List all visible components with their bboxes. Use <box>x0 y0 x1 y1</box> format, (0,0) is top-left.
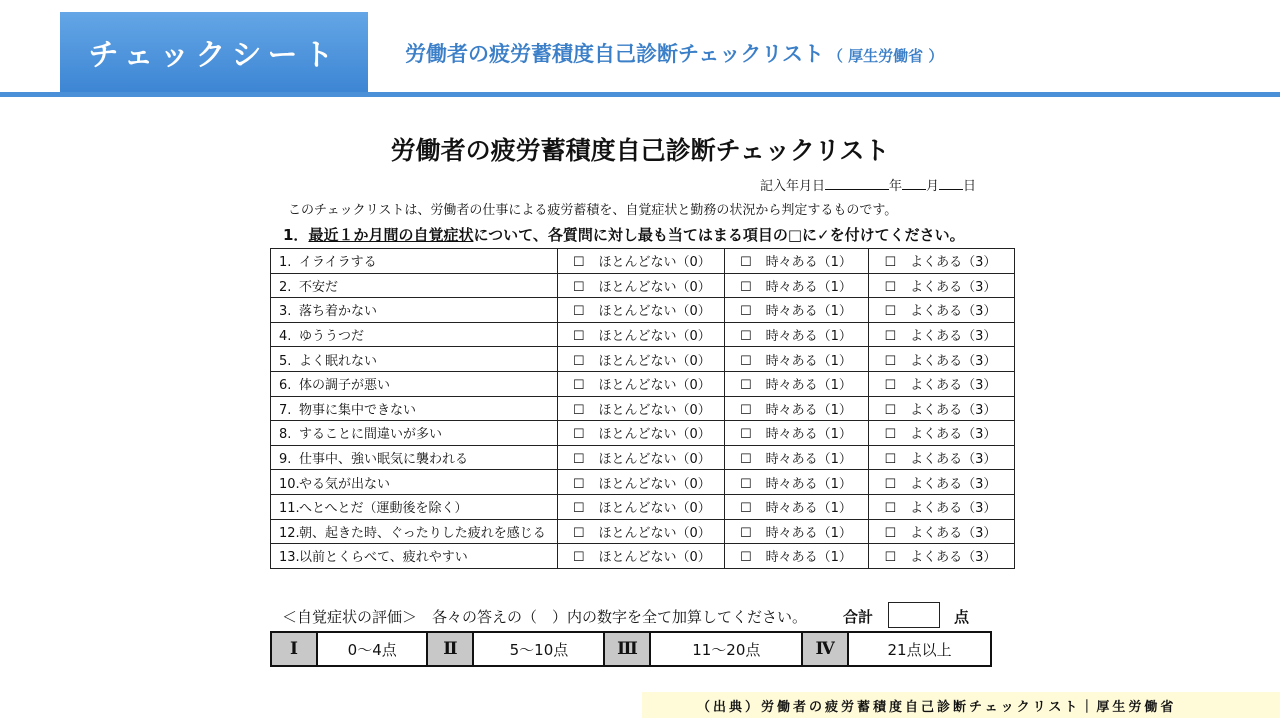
item-text: よく眠れない <box>299 353 378 369</box>
item-cell <box>271 396 558 421</box>
question-underlined: 最近１か月間の自覚症状 <box>308 226 474 244</box>
checkbox[interactable]: ☐ <box>740 279 752 295</box>
checklist-row <box>271 273 1015 298</box>
checklist-row <box>271 347 1015 372</box>
option-cell[interactable] <box>725 544 869 569</box>
checkbox[interactable]: ☐ <box>884 304 897 320</box>
option-label: 時々ある（1） <box>765 476 852 492</box>
checklist-row <box>271 470 1015 495</box>
option-label: ほとんどない（0） <box>598 501 711 517</box>
checklist-row <box>271 396 1015 421</box>
option-cell[interactable] <box>557 396 724 421</box>
checklist-row <box>271 322 1015 347</box>
option-label: 時々ある（1） <box>765 353 852 369</box>
option-label: よくある（3） <box>910 378 997 394</box>
checklist-row <box>271 519 1015 544</box>
level-cell: Ⅳ <box>802 632 848 666</box>
checkbox[interactable]: ☐ <box>884 402 897 418</box>
checkbox[interactable]: ☐ <box>572 279 585 295</box>
item-text: 仕事中、強い眠気に襲われる <box>299 452 469 468</box>
option-cell[interactable] <box>557 421 724 446</box>
option-cell[interactable] <box>869 544 1015 569</box>
item-cell <box>271 371 558 396</box>
checkbox[interactable]: ☐ <box>884 427 897 443</box>
option-label: よくある（3） <box>910 476 997 492</box>
checkbox[interactable]: ☐ <box>572 378 585 394</box>
item-cell <box>271 519 558 544</box>
evaluation-scale <box>270 631 992 667</box>
day-blank <box>939 177 963 190</box>
item-text: 朝、起きた時、ぐったりした疲れを感じる <box>299 525 546 541</box>
fill-date-label: 記入年月日 <box>760 179 826 194</box>
item-cell <box>271 273 558 298</box>
checkbox[interactable]: ☐ <box>572 501 585 517</box>
checkbox[interactable]: ☐ <box>572 452 585 468</box>
question-prefix: 1． <box>283 226 309 244</box>
option-label: ほとんどない（0） <box>598 279 711 295</box>
checkbox[interactable]: ☐ <box>740 353 752 369</box>
header-title-text: 労働者の疲労蓄積度自己診断チェックリスト <box>405 42 824 66</box>
checklist-row <box>271 445 1015 470</box>
day-label: 日 <box>963 179 977 194</box>
option-label: 時々ある（1） <box>765 279 852 295</box>
header-title <box>405 38 943 68</box>
checkbox[interactable]: ☐ <box>740 402 752 418</box>
checkbox[interactable]: ☐ <box>884 452 897 468</box>
checkbox[interactable]: ☐ <box>740 452 752 468</box>
option-label: 時々ある（1） <box>765 427 852 443</box>
option-cell[interactable] <box>869 322 1015 347</box>
item-number: 11. <box>279 501 300 517</box>
option-label: ほとんどない（0） <box>598 427 711 443</box>
checkbox[interactable]: ☐ <box>740 476 752 492</box>
option-cell[interactable] <box>557 298 724 323</box>
option-cell[interactable] <box>725 273 869 298</box>
footer-source: （出典）労働者の疲労蓄積度自己診断チェックリスト｜厚生労働省 <box>642 692 1280 718</box>
option-cell[interactable] <box>869 470 1015 495</box>
item-text: 以前とくらべて、疲れやすい <box>299 550 468 566</box>
total-label: 合計 <box>843 608 874 626</box>
item-text: へとへとだ（運動後を除く） <box>299 501 468 517</box>
option-cell[interactable] <box>869 396 1015 421</box>
checkbox[interactable]: ☐ <box>884 378 897 394</box>
option-label: よくある（3） <box>910 525 997 541</box>
option-label: ほとんどない（0） <box>598 304 711 320</box>
item-number: 3. <box>279 304 292 320</box>
option-cell[interactable] <box>557 445 724 470</box>
option-cell[interactable] <box>725 470 869 495</box>
option-cell[interactable] <box>725 347 869 372</box>
checkbox[interactable]: ☐ <box>572 427 585 443</box>
option-cell[interactable] <box>869 421 1015 446</box>
checkbox[interactable]: ☐ <box>884 501 897 517</box>
option-cell[interactable] <box>557 494 724 519</box>
checkbox[interactable]: ☐ <box>884 353 897 369</box>
option-label: 時々ある（1） <box>765 304 852 320</box>
option-cell[interactable] <box>557 347 724 372</box>
checkbox[interactable]: ☐ <box>740 427 752 443</box>
option-label: よくある（3） <box>910 279 997 295</box>
item-cell <box>271 421 558 446</box>
checkbox[interactable]: ☐ <box>572 329 585 345</box>
option-label: よくある（3） <box>910 452 997 468</box>
item-cell <box>271 494 558 519</box>
option-label: ほとんどない（0） <box>598 476 711 492</box>
item-number: 4. <box>279 329 292 345</box>
option-label: ほとんどない（0） <box>598 329 711 345</box>
fill-date <box>760 175 976 194</box>
option-label: ほとんどない（0） <box>598 525 711 541</box>
checkbox[interactable]: ☐ <box>572 525 585 541</box>
item-number: 10. <box>279 476 300 492</box>
item-number: 7. <box>279 402 292 418</box>
option-label: よくある（3） <box>910 353 997 369</box>
option-cell[interactable] <box>725 494 869 519</box>
question-rest: について、各質問に対し最も当てはまる項目の□に✓を付けてください。 <box>473 226 965 244</box>
level-cell: Ⅲ <box>604 632 650 666</box>
option-cell[interactable] <box>725 298 869 323</box>
checkbox[interactable]: ☐ <box>884 279 897 295</box>
option-cell[interactable] <box>869 519 1015 544</box>
checkbox[interactable]: ☐ <box>572 476 585 492</box>
item-cell <box>271 544 558 569</box>
checkbox[interactable]: ☐ <box>884 525 897 541</box>
header-divider <box>0 92 1280 97</box>
checklist-row <box>271 298 1015 323</box>
question-heading <box>283 224 965 245</box>
option-cell[interactable] <box>869 347 1015 372</box>
intro-text: このチェックリストは、労働者の仕事による疲労蓄積を、自覚症状と勤務の状況から判定するものです。 <box>288 203 898 218</box>
range-cell: 21点以上 <box>848 632 991 666</box>
checkbox[interactable]: ☐ <box>740 550 752 566</box>
option-label: 時々ある（1） <box>765 452 852 468</box>
checkbox[interactable]: ☐ <box>884 329 897 345</box>
option-cell[interactable] <box>725 445 869 470</box>
option-label: 時々ある（1） <box>765 501 852 517</box>
checklist-row <box>271 371 1015 396</box>
item-number: 5. <box>279 353 292 369</box>
item-number: 6. <box>279 378 292 394</box>
option-label: よくある（3） <box>910 304 997 320</box>
checkbox[interactable]: ☐ <box>572 550 585 566</box>
option-cell[interactable] <box>725 249 869 274</box>
year-blank <box>825 177 889 190</box>
checkbox[interactable]: ☐ <box>572 255 585 271</box>
option-cell[interactable] <box>869 371 1015 396</box>
option-label: よくある（3） <box>910 427 997 443</box>
evaluation-label: ＜自覚症状の評価＞ 各々の答えの（ ）内の数字を全て加算してください。 <box>282 608 808 626</box>
item-number: 13. <box>279 550 300 566</box>
checklist-row <box>271 249 1015 274</box>
item-cell <box>271 347 558 372</box>
option-cell[interactable] <box>869 249 1015 274</box>
option-label: ほとんどない（0） <box>598 550 711 566</box>
option-cell[interactable] <box>557 371 724 396</box>
checkbox[interactable]: ☐ <box>740 329 752 345</box>
item-number: 2. <box>279 279 292 295</box>
item-cell <box>271 298 558 323</box>
option-label: よくある（3） <box>910 255 997 271</box>
option-cell[interactable] <box>557 249 724 274</box>
option-label: よくある（3） <box>910 501 997 517</box>
item-text: やる気が出ない <box>299 476 391 492</box>
checkbox[interactable]: ☐ <box>572 353 585 369</box>
checkbox[interactable]: ☐ <box>740 525 752 541</box>
checkbox[interactable]: ☐ <box>740 501 752 517</box>
range-cell: 11～20点 <box>650 632 802 666</box>
option-cell[interactable] <box>869 445 1015 470</box>
item-text: イライラする <box>299 255 377 271</box>
total-input[interactable] <box>888 602 940 628</box>
total-unit: 点 <box>954 608 970 626</box>
item-text: することに間違いが多い <box>299 427 443 443</box>
option-cell[interactable] <box>725 371 869 396</box>
checkbox[interactable]: ☐ <box>740 378 752 394</box>
item-number: 12. <box>279 525 300 541</box>
item-cell <box>271 249 558 274</box>
option-cell[interactable] <box>557 322 724 347</box>
checkbox[interactable]: ☐ <box>740 255 752 271</box>
option-label: ほとんどない（0） <box>598 452 711 468</box>
checkbox[interactable]: ☐ <box>884 255 897 271</box>
checkbox[interactable]: ☐ <box>572 402 585 418</box>
checkbox[interactable]: ☐ <box>572 304 585 320</box>
month-blank <box>902 177 926 190</box>
checkbox[interactable]: ☐ <box>884 476 897 492</box>
item-text: 物事に集中できない <box>299 402 417 418</box>
level-cell: Ⅱ <box>427 632 473 666</box>
item-number: 9. <box>279 452 292 468</box>
option-label: 時々ある（1） <box>765 550 852 566</box>
year-label: 年 <box>889 179 903 194</box>
item-text: ゆううつだ <box>299 329 365 345</box>
option-cell[interactable] <box>557 470 724 495</box>
option-label: 時々ある（1） <box>765 402 852 418</box>
option-cell[interactable] <box>725 322 869 347</box>
option-cell[interactable] <box>557 273 724 298</box>
option-cell[interactable] <box>725 519 869 544</box>
option-label: ほとんどない（0） <box>598 353 711 369</box>
checklist-row <box>271 421 1015 446</box>
option-label: 時々ある（1） <box>765 255 852 271</box>
option-label: よくある（3） <box>910 329 997 345</box>
level-cell: Ⅰ <box>271 632 317 666</box>
item-number: 1. <box>279 255 292 271</box>
option-label: ほとんどない（0） <box>598 255 711 271</box>
header-source: （ 厚生労働省 ） <box>827 47 944 65</box>
option-label: 時々ある（1） <box>765 525 852 541</box>
header-tab-label: チェックシート <box>88 38 340 73</box>
item-cell <box>271 322 558 347</box>
checklist-row <box>271 494 1015 519</box>
item-number: 8. <box>279 427 292 443</box>
option-cell[interactable] <box>557 519 724 544</box>
checklist-row <box>271 544 1015 569</box>
option-cell[interactable] <box>725 421 869 446</box>
option-label: ほとんどない（0） <box>598 402 711 418</box>
range-cell: 5～10点 <box>473 632 604 666</box>
option-cell[interactable] <box>725 396 869 421</box>
option-cell[interactable] <box>869 494 1015 519</box>
option-cell[interactable] <box>869 298 1015 323</box>
checklist-table <box>270 248 1015 569</box>
option-cell[interactable] <box>869 273 1015 298</box>
item-text: 体の調子が悪い <box>299 378 391 394</box>
item-text: 落ち着かない <box>299 304 378 320</box>
option-label: よくある（3） <box>910 550 997 566</box>
option-label: 時々ある（1） <box>765 378 852 394</box>
month-label: 月 <box>926 179 940 194</box>
document-title: 労働者の疲労蓄積度自己診断チェックリスト <box>390 136 890 165</box>
header-tab <box>60 12 368 92</box>
checkbox[interactable]: ☐ <box>884 550 897 566</box>
item-text: 不安だ <box>299 279 339 295</box>
option-label: よくある（3） <box>910 402 997 418</box>
option-cell[interactable] <box>557 544 724 569</box>
checkbox[interactable]: ☐ <box>740 304 752 320</box>
item-cell <box>271 445 558 470</box>
range-cell: 0～4点 <box>317 632 427 666</box>
option-label: 時々ある（1） <box>765 329 852 345</box>
item-cell <box>271 470 558 495</box>
option-label: ほとんどない（0） <box>598 378 711 394</box>
